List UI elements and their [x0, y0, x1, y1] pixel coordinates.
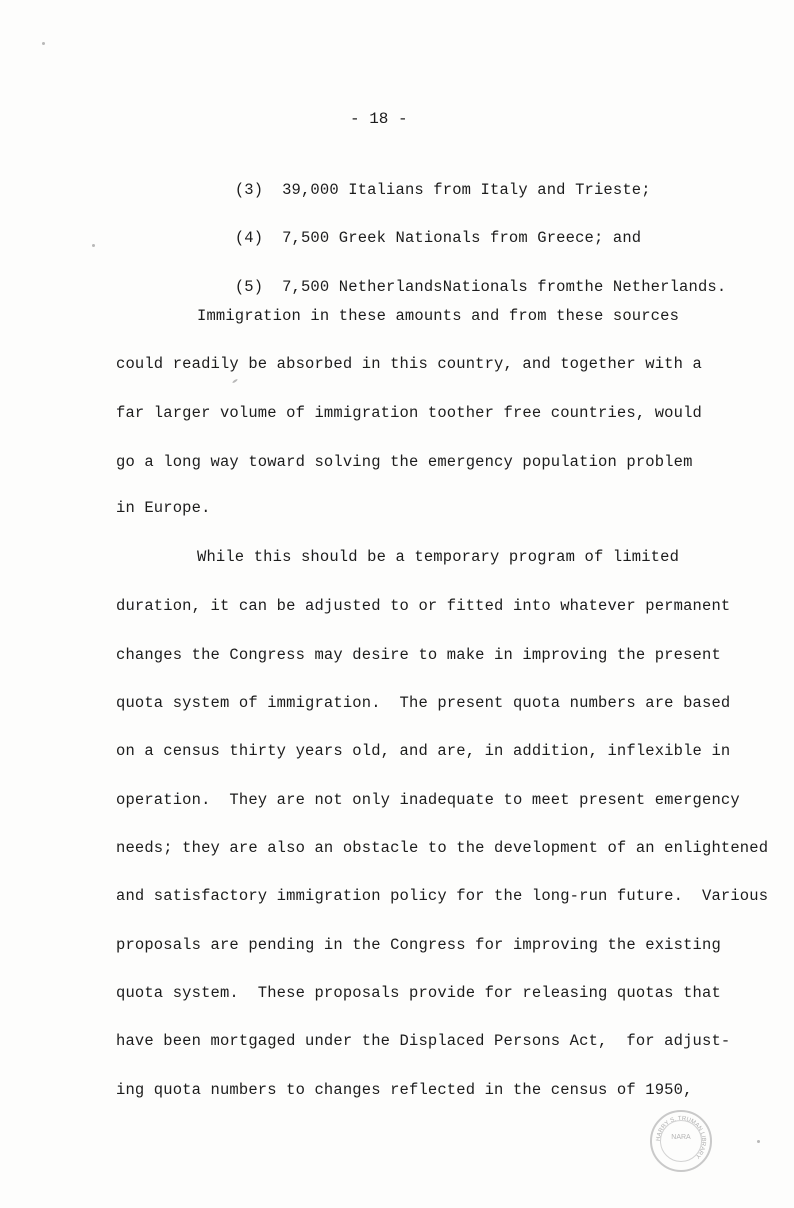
list-item-marker: (5)	[234, 278, 264, 296]
paragraph-line: in Europe.	[116, 499, 211, 517]
paragraph-line: changes the Congress may desire to make in improving the present	[116, 646, 721, 664]
scan-mark	[757, 1140, 760, 1143]
scan-mark	[92, 244, 95, 247]
scan-mark	[42, 42, 45, 45]
list-item-marker: (4)	[234, 229, 264, 247]
paragraph-line: Immigration in these amounts and from these sources	[197, 307, 680, 325]
paragraph-line: duration, it can be adjusted to or fitted into whatever permanent	[116, 597, 731, 615]
stamp-center-text: NARA	[671, 1134, 691, 1141]
paragraph-line: could readily be absorbed in this country, and together with a	[116, 355, 702, 373]
paragraph-line: have been mortgaged under the Displaced Persons Act, for adjust-	[116, 1032, 731, 1050]
svg-text:HARRY S. TRUMAN LIBRARY: HARRY S. TRUMAN LIBRARY	[655, 1115, 707, 1160]
paragraph-line: and satisfactory immigration policy for the long-run future. Various	[116, 887, 769, 905]
paragraph-line: quota system of immigration. The present quota numbers are based	[116, 694, 731, 712]
scan-mark	[232, 378, 238, 383]
paragraph-line: operation. They are not only inadequate to meet present emergency	[116, 791, 740, 809]
library-stamp	[650, 1110, 712, 1172]
paragraph-line: While this should be a temporary program of limited	[197, 548, 680, 566]
paragraph-line: quota system. These proposals provide for releasing quotas that	[116, 984, 721, 1002]
paragraph-line: on a census thirty years old, and are, in addition, inflexible in	[116, 742, 731, 760]
list-item-text: 7,500 Greek Nationals from Greece; and	[282, 229, 642, 247]
paragraph-line: ing quota numbers to changes reflected in the census of 1950,	[116, 1081, 693, 1099]
paragraph-line: needs; they are also an obstacle to the development of an enlightened	[116, 839, 769, 857]
paragraph-line: go a long way toward solving the emergency population problem	[116, 453, 693, 471]
paragraph-line: proposals are pending in the Congress for improving the existing	[116, 936, 721, 954]
list-item-text: 7,500 NetherlandsNationals fromthe Netherlands.	[282, 278, 727, 296]
page-number: - 18 -	[350, 110, 408, 128]
paragraph-line: far larger volume of immigration toother free countries, would	[116, 404, 702, 422]
list-item-marker: (3)	[234, 181, 264, 199]
stamp-inner-ring	[660, 1120, 702, 1162]
list-item-text: 39,000 Italians from Italy and Trieste;	[282, 181, 651, 199]
